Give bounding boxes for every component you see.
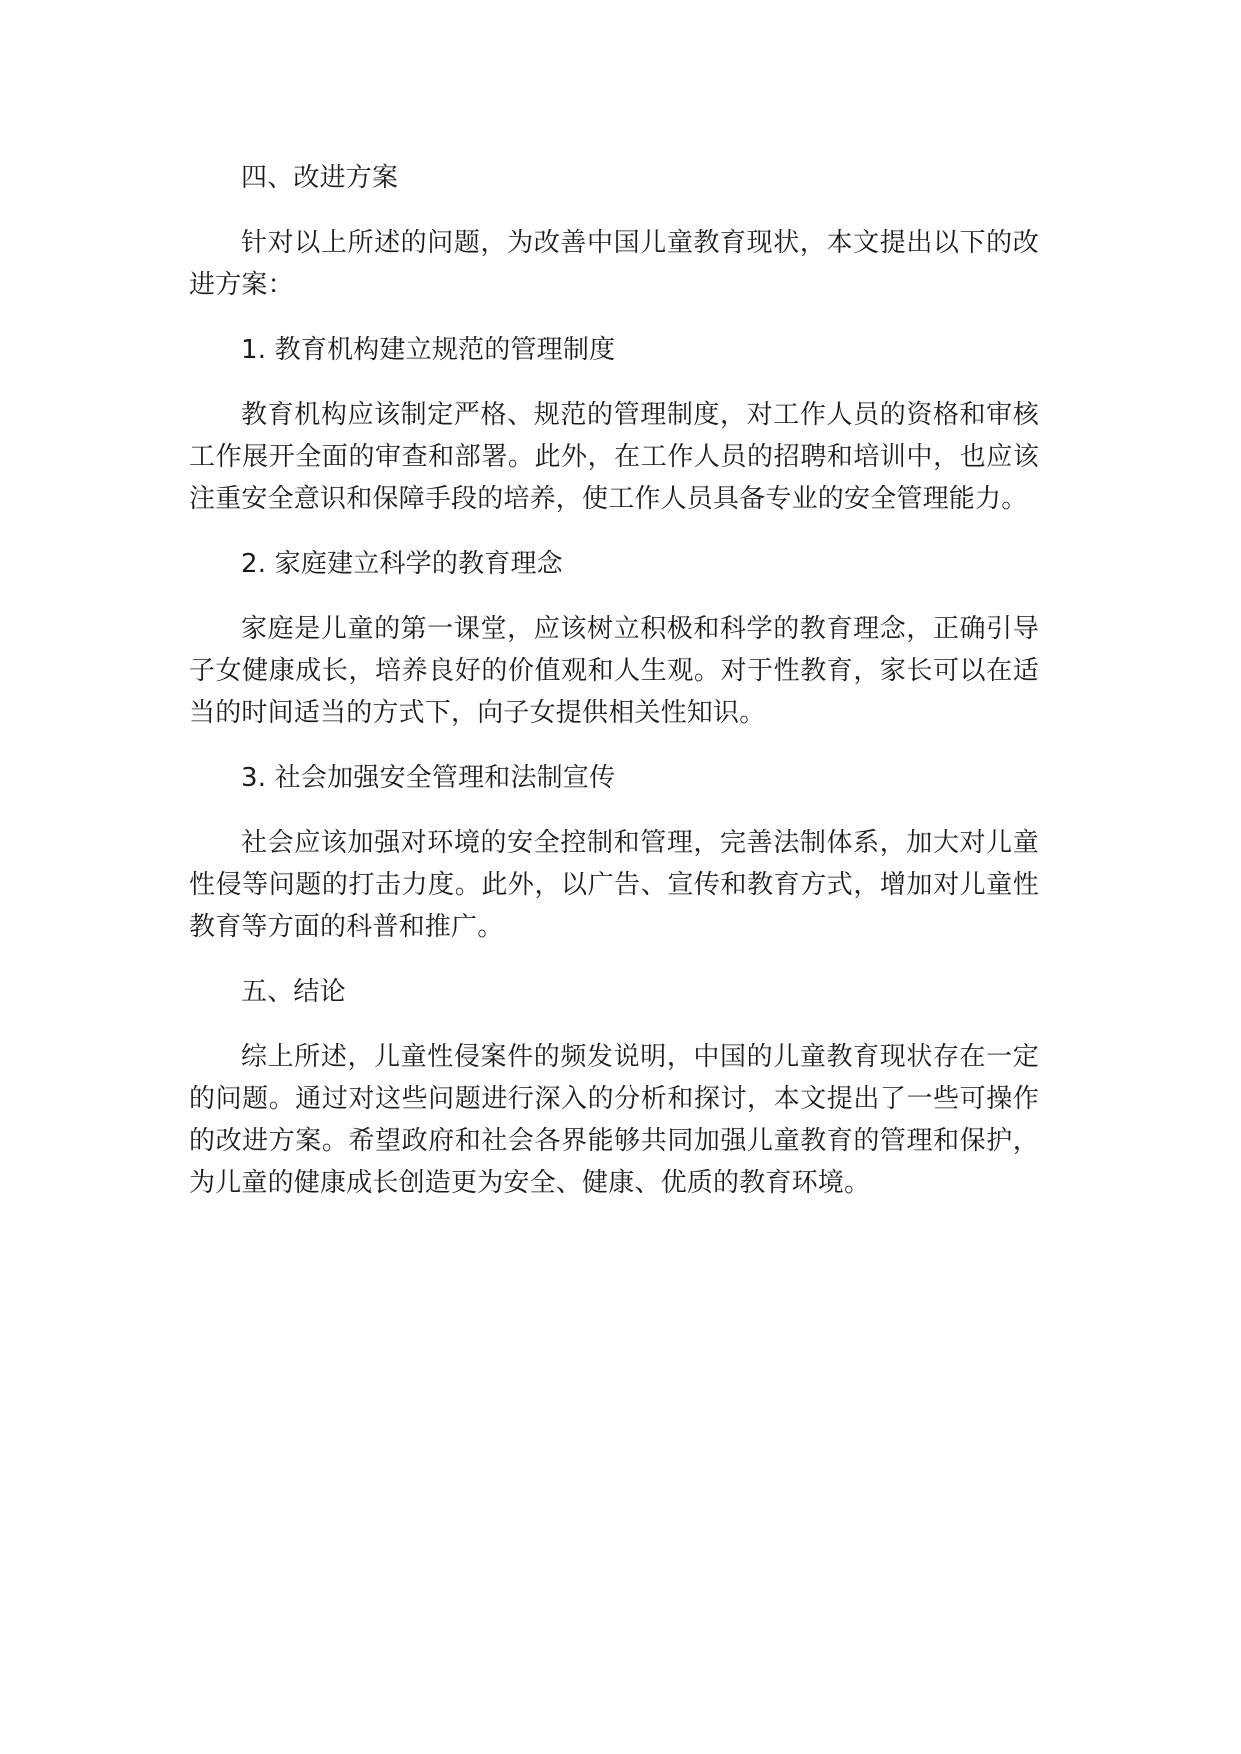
paragraph-family-education: 家庭是儿童的第一课堂，应该树立积极和科学的教育理念，正确引导子女健康成长，培养良好的价值观和人生观。对于性教育，家长可以在适当的时间适当的方式下，向子女提供相关性知识。 [189,614,1039,728]
subheading-social-safety: 3. 社会加强安全管理和法制宣传 [241,763,616,793]
subheading-institution-management: 1. 教育机构建立规范的管理制度 [241,335,616,365]
paragraph-institution-management: 教育机构应该制定严格、规范的管理制度，对工作人员的资格和审核工作展开全面的审查和部署。此外，在工作人员的招聘和培训中，也应该注重安全意识和保障手段的培养，使工作人员具备专业的安全管理能力。 [189,400,1039,514]
subheading-family-education: 2. 家庭建立科学的教育理念 [241,549,563,579]
paragraph-social-safety: 社会应该加强对环境的安全控制和管理，完善法制体系，加大对儿童性侵等问题的打击力度。此外，以广告、宣传和教育方式，增加对儿童性教育等方面的科普和推广。 [189,828,1039,942]
paragraph-improvement-intro: 针对以上所述的问题，为改善中国儿童教育现状，本文提出以下的改进方案： [189,228,1039,300]
paragraph-conclusion: 综上所述，儿童性侵案件的频发说明，中国的儿童教育现状存在一定的问题。通过对这些问题进行深入的分析和探讨，本文提出了一些可操作的改进方案。希望政府和社会各界能够共同加强儿童教育的管理和保护，为儿童的健康成长创造更为安全、健康、优质的教育环境。 [189,1042,1039,1198]
section-heading-conclusion: 五、结论 [241,977,346,1007]
section-heading-improvement-plan: 四、改进方案 [241,163,399,193]
